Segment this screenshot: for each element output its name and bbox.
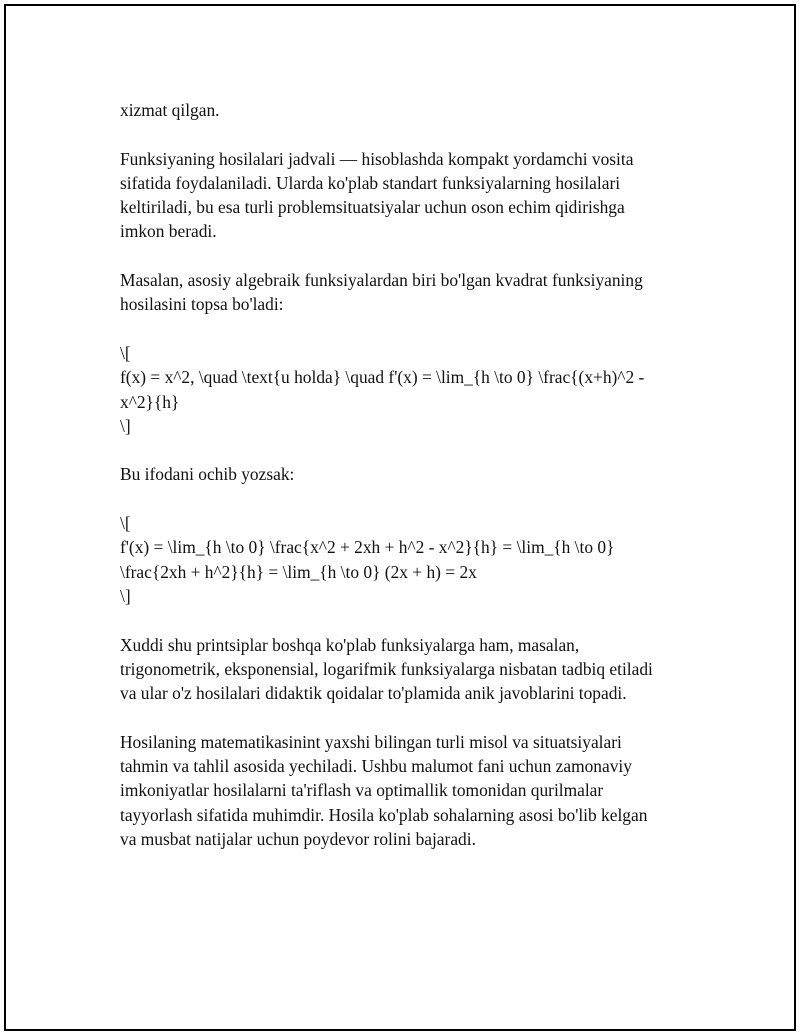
- formula-line: f'(x) = \lim_{h \to 0} \frac{x^2 + 2xh + h^2 - x^2}{h} = \lim_{h \to 0}: [120, 537, 615, 558]
- text-line: tayyorlash sifatida muhimdir. Hosila ko'plab sohalarning asosi bo'lib kelgan: [120, 804, 648, 825]
- formula-line: f(x) = x^2, \quad \text{u holda} \quad f'(x) = \lim_{h \to 0} \frac{(x+h)^2 -: [120, 367, 645, 388]
- document-body: [120, 98, 692, 876]
- text-line: trigonometrik, eksponensial, logarifmik funksiyalarga nisbatan tadbiq etiladi: [120, 658, 653, 679]
- paragraph-continuation: [120, 98, 692, 122]
- text-line: xizmat qilgan.: [120, 100, 220, 120]
- formula-line: x^2}{h}: [120, 391, 180, 412]
- paragraph-conclusion: [120, 730, 692, 851]
- formula-line: \[: [120, 342, 131, 363]
- formula-block-1: [120, 341, 692, 438]
- paragraph-derivative-table: [120, 147, 692, 244]
- text-line: Hosilaning matematikasinint yaxshi bilingan turli misol va situatsiyalari: [120, 731, 622, 752]
- text-line: Xuddi shu printsiplar boshqa ko'plab funksiyalarga ham, masalan,: [120, 634, 580, 655]
- formula-line: \]: [120, 415, 131, 436]
- text-line: imkoniyatlar hosilalarni ta'riflash va optimallik tomonidan qurilmalar: [120, 780, 604, 801]
- text-line: imkon beradi.: [120, 221, 217, 242]
- text-line: va ular o'z hosilalari didaktik qoidalar to'plamida anik javoblarini topadi.: [120, 683, 627, 704]
- text-line: hosilasini topsa bo'ladi:: [120, 294, 284, 315]
- text-line: Bu ifodani ochib yozsak:: [120, 464, 295, 485]
- text-line: keltiriladi, bu esa turli problemsituatsiyalar uchun oson echim qidirishga: [120, 197, 625, 218]
- text-line: Funksiyaning hosilalari jadvali — hisoblashda kompakt yordamchi vosita: [120, 148, 634, 169]
- paragraph-expand-intro: [120, 462, 692, 486]
- formula-line: \]: [120, 585, 131, 606]
- page-frame: [4, 4, 796, 1031]
- text-line: sifatida foydalaniladi. Ularda ko'plab standart funksiyalarning hosilalari: [120, 172, 621, 193]
- paragraph-other-functions: [120, 633, 692, 706]
- paragraph-example-intro: [120, 268, 692, 317]
- text-line: va musbat natijalar uchun poydevor rolini bajaradi.: [120, 828, 476, 849]
- formula-block-2: [120, 511, 692, 608]
- text-line: tahmin va tahlil asosida yechiladi. Ushbu malumot fani uchun zamonaviy: [120, 756, 632, 777]
- text-line: Masalan, asosiy algebraik funksiyalardan biri bo'lgan kvadrat funksiyaning: [120, 270, 643, 291]
- formula-line: \frac{2xh + h^2}{h} = \lim_{h \to 0} (2x + h) = 2x: [120, 561, 477, 582]
- formula-line: \[: [120, 513, 131, 534]
